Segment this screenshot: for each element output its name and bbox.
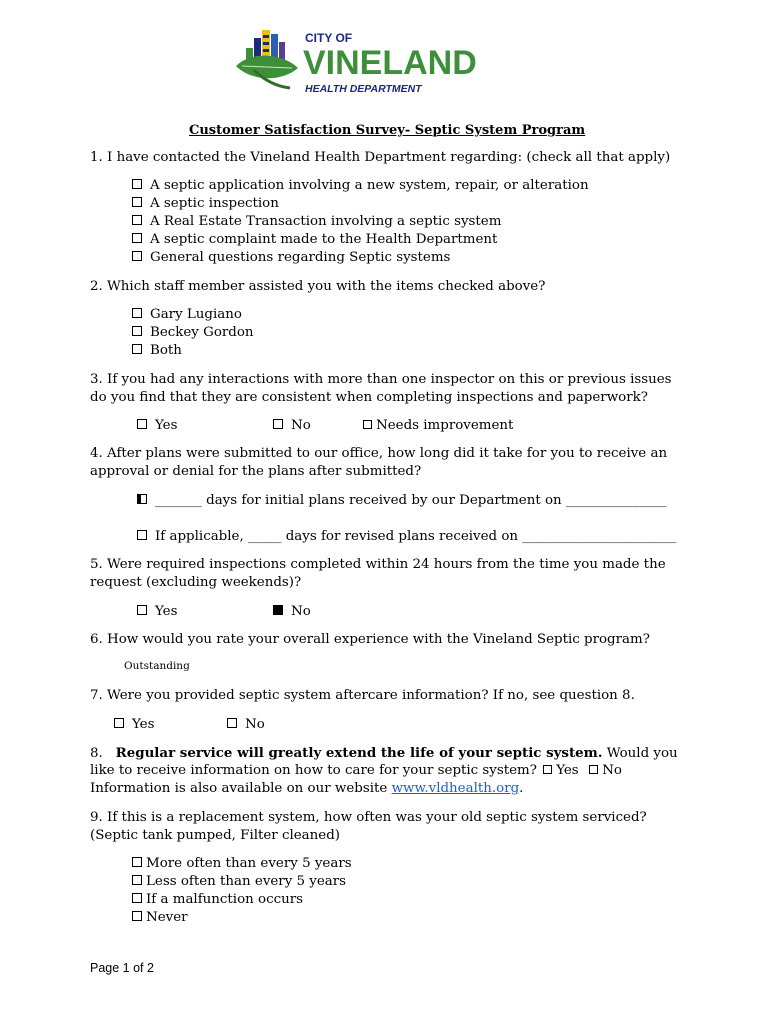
q8-line2-text: like to receive information on how to care for your septic system? [90, 763, 537, 778]
q1-option[interactable] [132, 250, 450, 265]
q8-rest: Would you [602, 746, 678, 761]
q2-checkbox[interactable] [132, 308, 142, 318]
q6-text: 6. How would you rate your overall experience with the Vineland Septic program? [90, 632, 650, 647]
q2-option[interactable] [132, 325, 254, 340]
q7-text: 7. Were you provided septic system aftercare information? If no, see question 8. [90, 688, 635, 703]
q9-option[interactable] [132, 910, 188, 925]
logo-city-of: CITY OF [305, 31, 353, 45]
q1-option[interactable] [132, 178, 589, 193]
q3-option-label: Needs improvement [376, 418, 514, 433]
q2-option-label: Gary Lugiano [150, 307, 242, 322]
q5-line2: request (excluding weekends)? [90, 575, 302, 590]
q9-checkbox[interactable] [132, 911, 142, 921]
q1-option[interactable] [132, 214, 501, 229]
q8-number: 8. [90, 746, 103, 761]
q3-checkbox[interactable] [273, 419, 283, 429]
q8-yes-label: Yes [556, 763, 579, 778]
q9-checkbox[interactable] [132, 893, 142, 903]
q1-option[interactable] [132, 232, 497, 247]
q8-line1 [90, 745, 678, 761]
q8-bold-statement: Regular service will greatly extend the life of your septic system. [115, 745, 603, 761]
q8-line2 [90, 763, 622, 778]
q2-option-label: Beckey Gordon [150, 325, 254, 340]
q5-option-label: No [291, 604, 311, 619]
q7-option-yes[interactable] [114, 717, 154, 732]
q8-line3 [90, 781, 523, 796]
q9-option[interactable] [132, 892, 303, 907]
q9-option-label: Never [146, 910, 188, 925]
q1-option-label: General questions regarding Septic systems [150, 250, 451, 265]
q9-option-label: Less often than every 5 years [146, 874, 347, 889]
q9-checkbox[interactable] [132, 857, 142, 867]
q5-line1: 5. Were required inspections completed within 24 hours from the time you made the [90, 557, 666, 572]
q8-checkbox-yes[interactable] [543, 765, 552, 774]
q3-line1: 3. If you had any interactions with more than one inspector on this or previous issues [90, 372, 672, 387]
q5-option-no[interactable] [273, 604, 311, 619]
q9-option-label: If a malfunction occurs [146, 892, 303, 907]
q5-option-yes[interactable] [137, 604, 177, 619]
q2-option[interactable] [132, 307, 242, 322]
q7-checkbox[interactable] [114, 718, 124, 728]
q1-checkbox[interactable] [132, 233, 142, 243]
city-of-vineland-logo [232, 26, 522, 98]
q9-option[interactable] [132, 856, 352, 871]
q1-checkbox[interactable] [132, 197, 142, 207]
q4-revised-checkbox[interactable] [137, 530, 147, 540]
q1-text: 1. I have contacted the Vineland Health Department regarding: (check all that apply) [90, 150, 671, 165]
q7-option-label: No [245, 717, 265, 732]
q4-revised-label: If applicable, _____ days for revised plans received on _______________________ [155, 529, 677, 544]
q3-checkbox[interactable] [137, 419, 147, 429]
q9-line2: (Septic tank pumped, Filter cleaned) [90, 828, 341, 843]
survey-title: Customer Satisfaction Survey- Septic System Program [189, 123, 586, 138]
q1-option-label: A septic inspection [150, 196, 279, 211]
q5-checkbox-checked[interactable] [273, 605, 283, 615]
logo-department: HEALTH DEPARTMENT [305, 83, 422, 95]
q8-checkbox-no[interactable] [589, 765, 598, 774]
q3-option-label: Yes [155, 418, 178, 433]
q1-checkbox[interactable] [132, 179, 142, 189]
q1-option-label: A septic complaint made to the Health Department [150, 232, 498, 247]
q2-checkbox[interactable] [132, 326, 142, 336]
q1-option[interactable] [132, 196, 279, 211]
q4-line2: approval or denial for the plans after submitted? [90, 464, 422, 479]
page-number: Page 1 of 2 [90, 961, 154, 975]
q7-option-no[interactable] [227, 717, 265, 732]
q4-initial-plans-row[interactable] [137, 493, 666, 508]
q2-text: 2. Which staff member assisted you with the items checked above? [90, 279, 546, 294]
q4-line1: 4. After plans were submitted to our office, how long did it take for you to receive an [90, 446, 668, 461]
q2-option[interactable] [132, 343, 182, 358]
q4-initial-label: _______ days for initial plans received by our Department on _______________ [155, 493, 667, 508]
q5-checkbox[interactable] [137, 605, 147, 615]
q6-answer[interactable]: Outstanding [124, 660, 190, 672]
q3-option-no[interactable] [273, 418, 311, 433]
q9-option-label: More often than every 5 years [146, 856, 352, 871]
q8-period: . [519, 781, 524, 796]
q9-checkbox[interactable] [132, 875, 142, 885]
q9-option[interactable] [132, 874, 346, 889]
q3-option-yes[interactable] [137, 418, 177, 433]
q5-option-label: Yes [155, 604, 178, 619]
q7-checkbox[interactable] [227, 718, 237, 728]
q3-checkbox[interactable] [363, 420, 372, 429]
q8-no-label: No [602, 763, 622, 778]
q9-line1: 9. If this is a replacement system, how often was your old septic system serviced? [90, 810, 647, 825]
q4-initial-checkbox[interactable] [137, 494, 147, 504]
logo-name: VINELAND [303, 44, 477, 82]
q7-option-label: Yes [132, 717, 155, 732]
q1-option-label: A Real Estate Transaction involving a septic system [150, 214, 502, 229]
q2-option-label: Both [150, 343, 182, 358]
q2-checkbox[interactable] [132, 344, 142, 354]
q3-option-label: No [291, 418, 311, 433]
website-link[interactable]: www.vldhealth.org [391, 781, 520, 796]
q3-line2: do you find that they are consistent when completing inspections and paperwork? [90, 390, 648, 405]
q1-checkbox[interactable] [132, 251, 142, 261]
q1-checkbox[interactable] [132, 215, 142, 225]
q8-line3-text: Information is also available on our website [90, 781, 392, 796]
q4-revised-plans-row[interactable] [137, 529, 676, 544]
q3-option-needs-improvement[interactable] [363, 418, 513, 433]
q1-option-label: A septic application involving a new system, repair, or alteration [150, 178, 589, 193]
